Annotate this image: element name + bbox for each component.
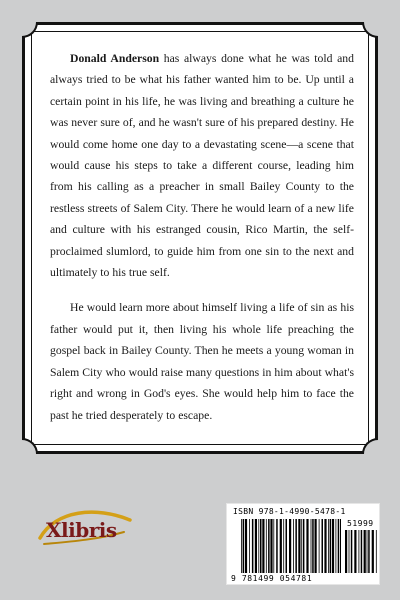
blurb-text bbox=[50, 48, 354, 426]
isbn-barcode bbox=[226, 503, 380, 585]
blurb-paragraph-1-body: has always done what he was told and always tried to be what his father wanted him to be. Up until a certain point in his life, he was living and breathing a culture he was never sure of, and he wasn't sure of his prepared destiny. He would come home one day to a devastating scene—a scene that would cause his steps to take a different course, leading him from his calling as a preacher in small Bailey County to the restless streets of Salem City. There he would learn of a new life and culture with his estranged cousin, Rico Martin, the self-proclaimed slumlord, to guide him from one sin to the next and ultimately to his true self. bbox=[50, 52, 354, 280]
barcode-addon-bars-icon bbox=[345, 530, 377, 573]
blurb-paragraph-2: He would learn more about himself living a life of sin as his father would put it, then living his whole life preaching the gospel back in Bailey County. Then he meets a young woman in Salem City who would raise many questions in him about what's right and wrong in God's eyes. She would help him to face the past he tried desperately to escape. bbox=[50, 301, 354, 422]
author-name: Donald Anderson bbox=[70, 52, 160, 65]
publisher-name: Xlibris bbox=[46, 518, 117, 542]
publisher-logo bbox=[36, 508, 134, 548]
barcode-bars-icon bbox=[241, 519, 341, 573]
isbn-label: ISBN 978-1-4990-5478-1 bbox=[233, 507, 346, 516]
ean-digits: 9 781499 054781 bbox=[231, 574, 313, 583]
price-addon-code: 51999 bbox=[347, 519, 374, 528]
blurb-paragraph-1 bbox=[50, 48, 354, 283]
